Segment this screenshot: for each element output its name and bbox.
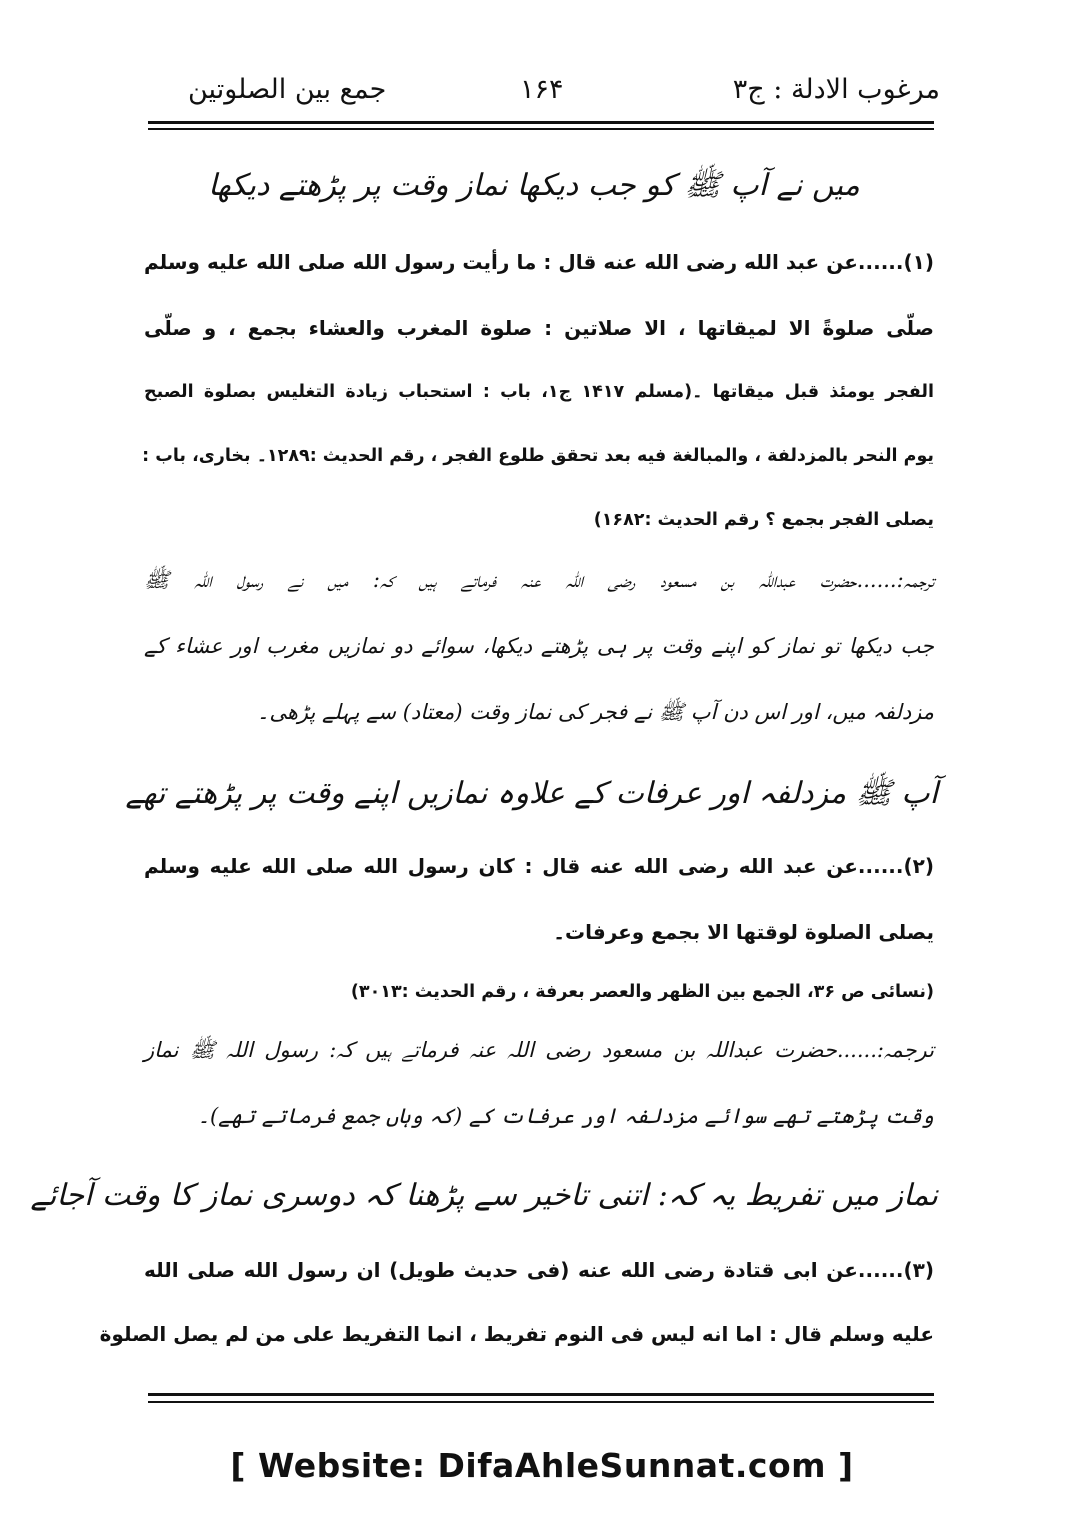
translation-1-line-2: جب دیکھا تو نماز کو اپنے وقت پر ہی پڑھتے دیکھا، سوائے دو نمازیں مغرب اور عشاء کے xyxy=(144,634,934,658)
page-number: ۱۶۴ xyxy=(520,74,564,105)
hadith-1-line-4: يوم النحر بالمزدلفة ، والمبالغة فيه بعد تحقق طلوع الفجر ، رقم الحديث :۱۲۸۹۔ بخاری، باب : xyxy=(142,446,934,466)
translation-2-line-2: وقت پڑھتے تھے سوائے مزدلفہ اور عرفات کے (کہ وہاں جمع فرماتے تھے)۔ xyxy=(197,1104,934,1128)
footer-rule-top xyxy=(148,1393,934,1396)
hadith-1-line-1: (۱)......عن عبد الله رضی الله عنه قال : ما رأيت رسول الله صلی الله عليه وسلم xyxy=(144,250,934,274)
translation-2-line-1: ترجمہ:......حضرت عبداللہ بن مسعود رضی اللہ عنہ فرماتے ہیں کہ: رسول اللہ ﷺ نماز xyxy=(144,1038,934,1062)
hadith-1-line-3: الفجر يومئذ قبل ميقاتها ۔(مسلم ۱۴۱۷ ج۱، باب : استحباب زيادة التغليس بصلوة الصبح xyxy=(144,382,934,402)
running-header xyxy=(150,70,940,114)
hadith-2-line-2: يصلی الصلوة لوقتها الا بجمع وعرفات۔ xyxy=(553,920,934,944)
footer-rule-bottom xyxy=(148,1401,934,1403)
section-heading-3: نماز میں تفریط یہ کہ: اتنی تاخیر سے پڑھنا کہ دوسری نماز کا وقت آجائے xyxy=(30,1178,938,1213)
hadith-3-line-2: عليه وسلم قال : اما انه ليس فی النوم تفريط ، انما التفريط علی من لم يصل الصلوة xyxy=(99,1322,934,1346)
header-rule-bottom xyxy=(148,128,934,130)
section-heading-2: آپ ﷺ مزدلفہ اور عرفات کے علاوہ نمازیں اپنے وقت پر پڑھتے تھے xyxy=(125,776,938,811)
section-heading-1: میں نے آپ ﷺ کو جب دیکھا نماز وقت پر پڑھتے دیکھا xyxy=(208,168,860,203)
translation-1-line-3: مزدلفہ میں، اور اس دن آپ ﷺ نے فجر کی نماز وقت (معتاد) سے پہلے پڑھی۔ xyxy=(257,700,934,724)
chapter-title: جمع بین الصلوتین xyxy=(188,74,387,105)
translation-1-line-1: ترجمہ:......حضرت عبداللہ بن مسعود رضی اللہ عنہ فرماتے ہیں کہ: میں نے رسول اللہ ﷺ xyxy=(144,568,934,592)
hadith-2-reference: (نسائی ص ۳۶، الجمع بين الظهر والعصر بعرفة ، رقم الحديث :۳۰۱۳) xyxy=(350,982,934,1002)
website-footer: [ Website: DifaAhleSunnat.com ] xyxy=(230,1446,854,1485)
book-title: مرغوب الادلة : ج۳ xyxy=(732,74,940,105)
hadith-2-line-1: (۲)......عن عبد الله رضی الله عنه قال : كان رسول الله صلی الله عليه وسلم xyxy=(144,854,934,878)
hadith-3-line-1: (۳)......عن ابی قتادة رضی الله عنه (فی حديث طويل) ان رسول الله صلی الله xyxy=(144,1258,934,1282)
header-rule-top xyxy=(148,121,934,124)
hadith-1-line-5: يصلی الفجر بجمع ؟ رقم الحديث :۱۶۸۲) xyxy=(593,510,934,530)
hadith-1-line-2: صلّی صلوةً الا لميقاتها ، الا صلاتين : صلوة المغرب والعشاء بجمع ، و صلّی xyxy=(144,316,934,340)
